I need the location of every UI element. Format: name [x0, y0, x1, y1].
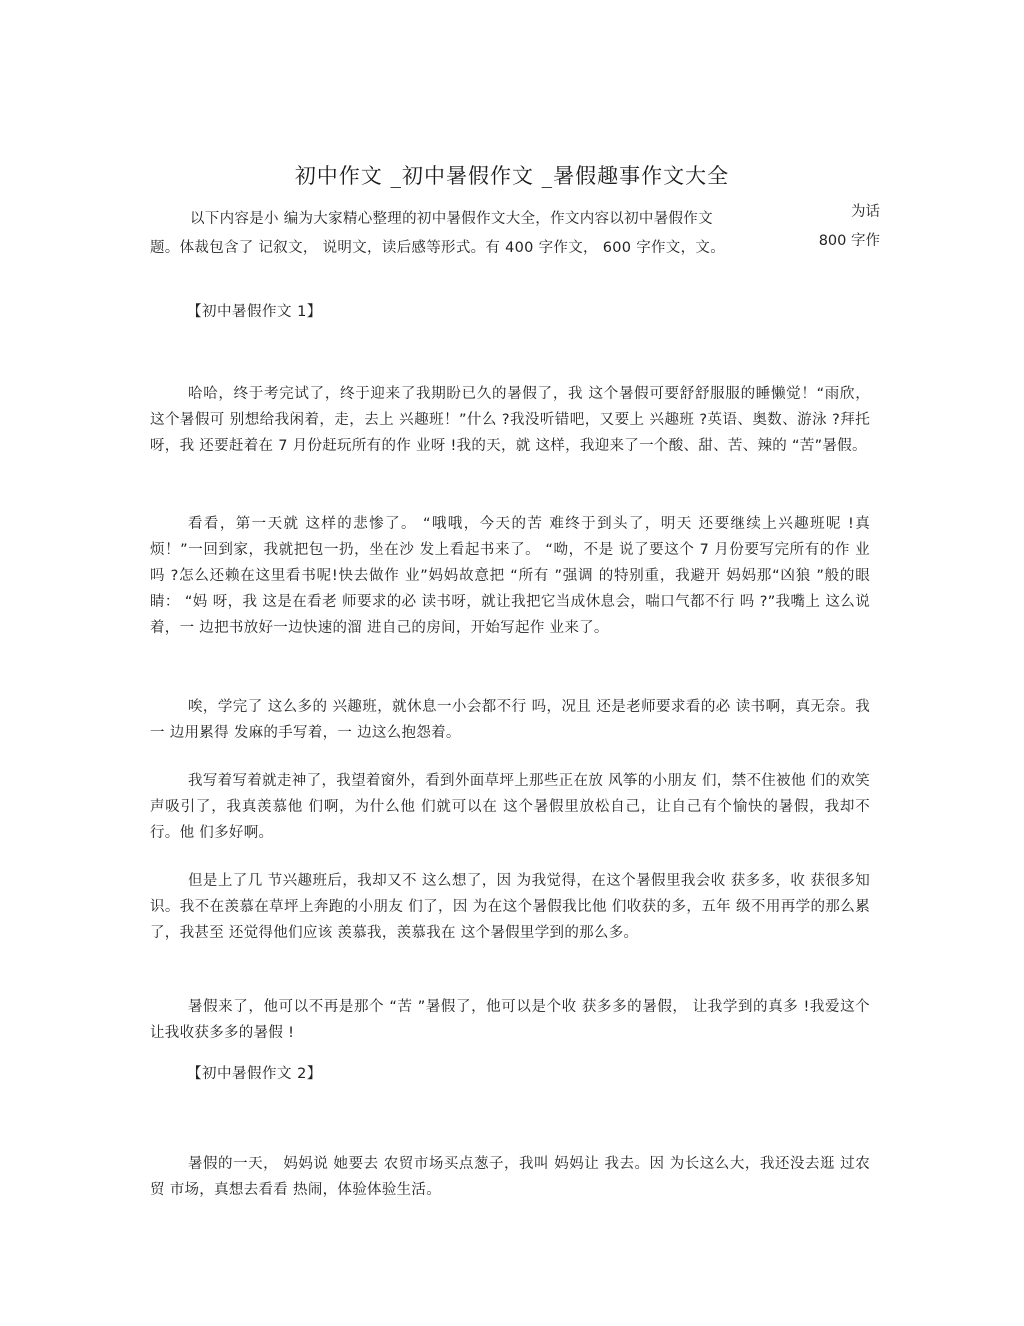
intro-line: 题。体裁包含了 记叙文， 说明文，读后感等形式。有 400 字作文， 600 字作文，文。	[150, 240, 726, 256]
intro-paragraph	[150, 205, 790, 263]
document-title: 初中作文 _初中暑假作文 _暑假趣事作文大全	[294, 164, 730, 188]
body-paragraph: 暑假来了，他可以不再是那个 “苦 ”暑假了，他可以是个收 获多多的暑假， 让我学到的真多 !我爱这个让我收获多多的暑假 !	[150, 999, 870, 1041]
intro-line: 以下内容是小 编为大家精心整理的初中暑假作文大全，作文内容以初中暑假作文	[190, 211, 713, 227]
body-paragraph: 哈哈，终于考完试了，终于迎来了我期盼已久的暑假了，我 这个暑假可要舒舒服服的睡懒觉！“雨欣， 这个暑假可 别想给我闲着，走，去上 兴趣班！”什么 ?我没听错吧，又要上 兴趣班 ?英语、奥数、游泳 ?拜托呀，我 还要赶着在 7 月份赶玩所有的作 业呀 !我的天，就 这样，我迎来了一个酸、甜、苦、辣的 “苦”暑假。	[150, 386, 870, 454]
body-paragraph: 暑假的一天， 妈妈说 她要去 农贸市场买点葱子，我叫 妈妈让 我去。因 为长这么大，我还没去逛 过农贸 市场，真想去看看 热闹，体验体验生活。	[150, 1156, 870, 1198]
body-paragraph: 我写着写着就走神了，我望着窗外，看到外面草坪上那些正在放 风筝的小朋友 们，禁不住被他 们的欢笑声吸引了，我真羡慕他 们啊，为什么他 们就可以在 这个暑假里放松自己，让自己有个愉快的暑假，我却不行。他 们多好啊。	[150, 773, 870, 841]
body-paragraph: 但是上了几 节兴趣班后，我却又不 这么想了，因 为我觉得，在这个暑假里我会收 获多多，收 获很多知 识。我不在羡慕在草坪上奔跑的小朋友 们了，因 为在这个暑假我比他 们收获的多，五年 级不用再学的那么累了，我甚至 还觉得他们应该 羡慕我，羡慕我在 这个暑假里学到的那么多。	[150, 873, 870, 941]
intro-note-line: 为话	[851, 204, 880, 220]
section-heading: 【初中暑假作文 1】	[187, 304, 322, 320]
intro-margin-note	[800, 198, 880, 256]
intro-note-line: 800 字作	[818, 233, 880, 249]
section-heading: 【初中暑假作文 2】	[187, 1066, 322, 1082]
body-paragraph: 唉，学完了 这么多的 兴趣班，就休息一小会都不行 吗，况且 还是老师要求看的必 读书啊，真无奈。我一 边用累得 发麻的手写着，一 边这么抱怨着。	[150, 699, 870, 741]
body-paragraph: 看看，第一天就 这样的悲惨了。 “哦哦，今天的苦 难终于到头了，明天 还要继续上兴趣班呢 !真烦！”一回到家，我就把包一扔，坐在沙 发上看起书来了。 “呦，不是 说了要这个 7 月份要写完所有的作 业吗 ?怎么还赖在这里看书呢!快去做作 业”妈妈故意把 “所有 ”强调 的特别重，我避开 妈妈那“凶狼 ”般的眼睛： “妈 呀，我 这是在看老 师要求的必 读书呀，就让我把它当成休息会，喘口气都不行 吗 ?”我嘴上 这么说着，一 边把书放好一边快速的溜 进自己的房间，开始写起作 业来了。	[150, 516, 870, 636]
